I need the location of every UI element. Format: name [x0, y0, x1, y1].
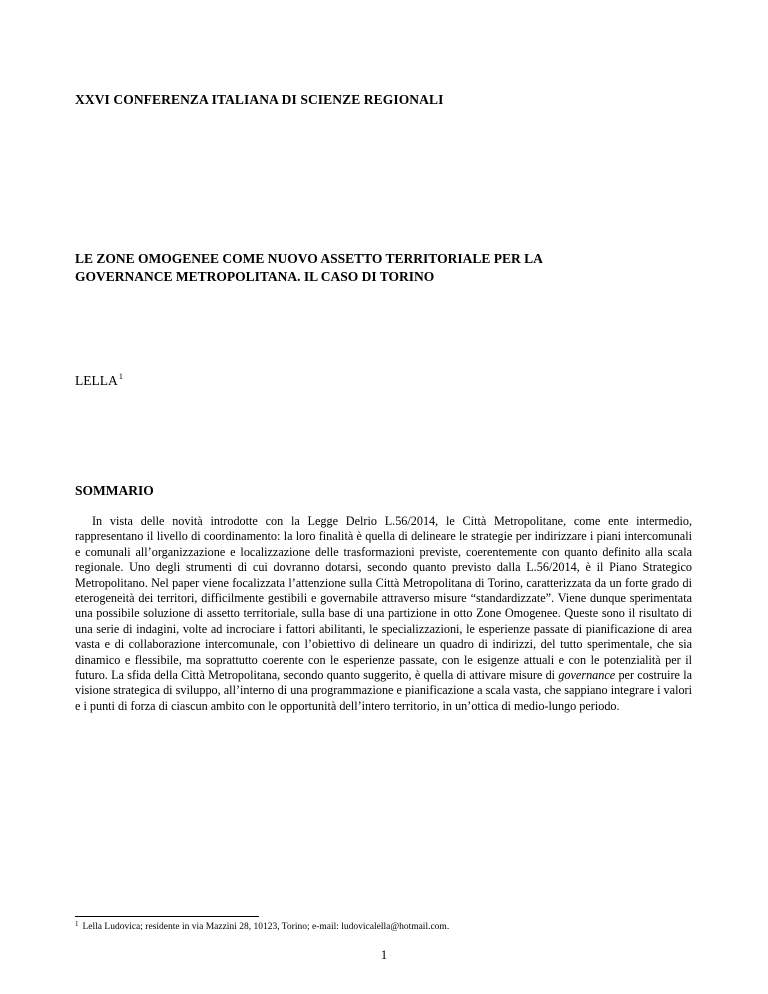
author-name: LELLA: [75, 373, 118, 388]
page-number: 1: [380, 948, 388, 962]
summary-paragraph: [75, 514, 692, 714]
paper-title-line-2: GOVERNANCE METROPOLITANA. IL CASO DI TORINO: [75, 269, 435, 284]
author-footnote-mark[interactable]: 1: [118, 371, 123, 381]
footnote-mark: 1: [75, 920, 79, 928]
summary-italic-term: governance: [558, 668, 616, 683]
paper-title-line-1: LE ZONE OMOGENEE COME NUOVO ASSETTO TERRITORIALE PER LA: [75, 251, 543, 266]
summary-heading: SOMMARIO: [75, 483, 154, 498]
footnote: [75, 922, 449, 932]
conference-title: XXVI CONFERENZA ITALIANA DI SCIENZE REGIONALI: [75, 92, 444, 107]
paper-title: [75, 250, 675, 286]
summary-text-part-1: In vista delle novità introdotte con la Legge Delrio L.56/2014, le Città Metropolitane, come ente intermedio, rappresentano il livello di coordinamento: la loro finalità è quella di delineare le strategie per indirizzare i piani intercomunali e comunali all’organizzazione e localizzazione delle trasformazioni previste, coerentemente con quanto definito alla scala regionale. Uno degli strumenti di cui dovranno dotarsi, secondo quanto previsto dalla L.56/2014, è il Piano Strategico Metropolitano. Nel paper viene focalizzata l’attenzione sulla Città Metropolitana di Torino, caratterizzata da un forte grado di eterogeneità dei territori, difficilmente gestibili e governabile attraverso misure “standardizzate”. Viene dunque sperimentata una possibile soluzione di assetto territoriale, sulla base di una partizione in otto Zone Omogenee. Queste sono il risultato di una serie di indagini, volte ad incrociare i fattori abilitanti, le specializzazioni, le esperienze passate di pianificazione di area vasta e di collaborazione intercomunale, con l’obiettivo di delineare un quadro di indirizzi, del tutto sperimentale, che sia dinamico e flessibile, ma soprattutto coerente con le esperienze passate, con le esigenze attuali e con le potenzialità per il futuro. La sfida della Città Metropolitana, secondo quanto suggerito, è quella di attivare misure di: [75, 514, 692, 683]
author-line: [75, 373, 123, 389]
summary-text-part-2: per costruire la visione strategica di sviluppo, all’interno di una programmazione e pianificazione a scala vasta, che sappiano integrare i valori e i punti di forza di ciascun ambito con le opportunità dell’intero territorio, in un’ottica di medio-lungo periodo.: [75, 668, 693, 713]
footnote-text: Lella Ludovica; residente in via Mazzini 28, 10123, Torino; e-mail: ludovicalella@hotmail.com.: [82, 922, 450, 932]
footnote-separator: [75, 916, 259, 917]
